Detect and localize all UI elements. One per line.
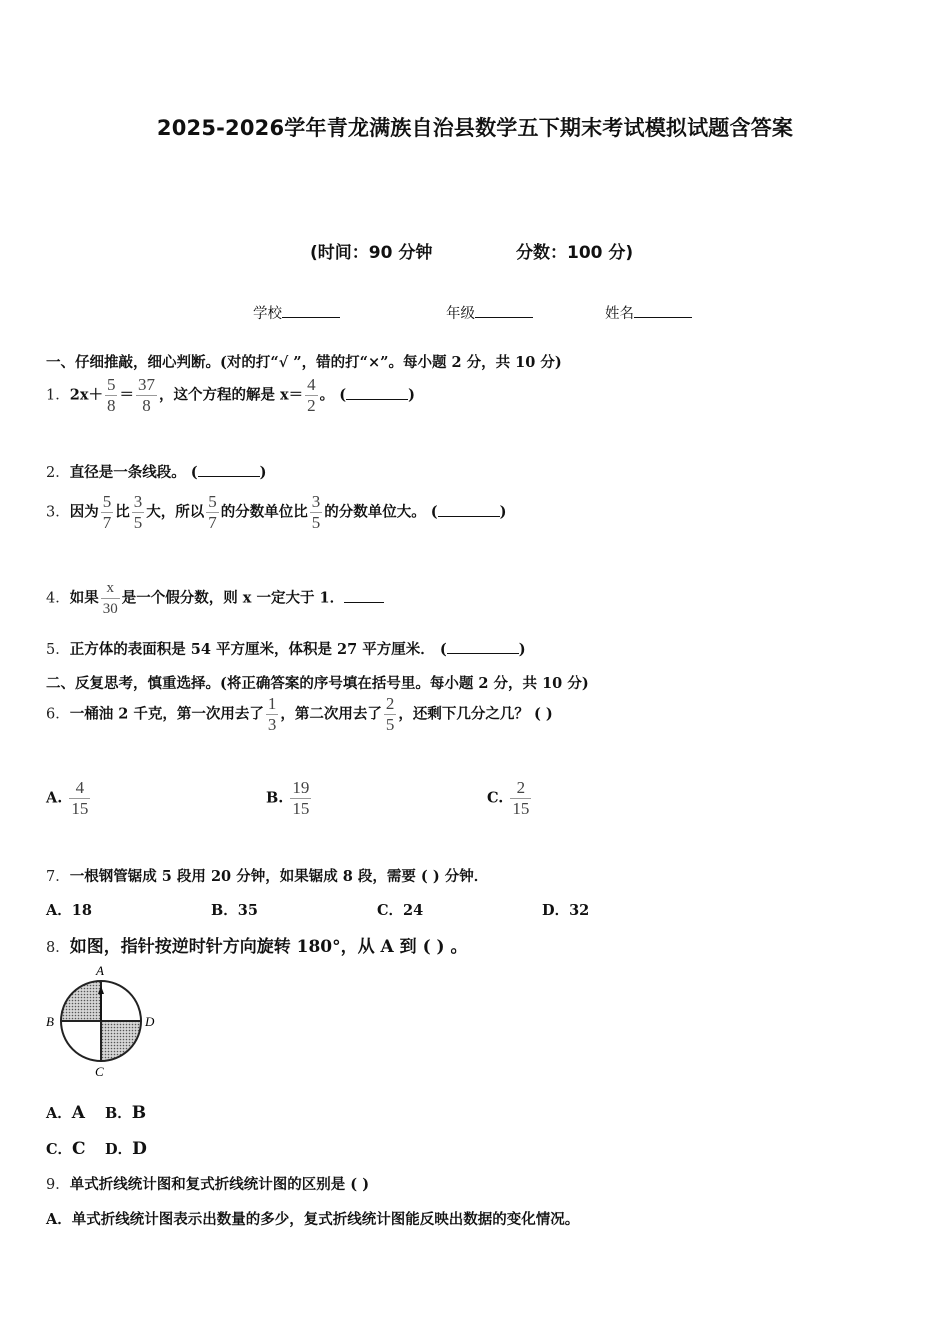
q7-option-c[interactable]: C．24 — [377, 902, 424, 919]
question-9: 9．单式折线统计图和复式折线统计图的区别是 ( ) — [46, 1176, 370, 1193]
fraction: $\frac{4}{15}$ — [71, 778, 89, 818]
section-1-heading: 一、仔细推敲，细心判断。(对的打“√ ”，错的打“×”。每小题 2 分，共 10 分) — [46, 354, 562, 371]
fraction: $\frac{2}{5}$ — [385, 694, 395, 734]
section-2-heading: 二、反复思考，慎重选择。(将正确答案的序号填在括号里。每小题 2 分，共 10 分) — [46, 675, 589, 692]
q8-option-c[interactable]: C．C — [46, 1139, 86, 1159]
q6-option-b[interactable]: B. $\frac{19}{15}$ — [266, 778, 310, 818]
grade-label: 年级 — [446, 306, 475, 322]
label-left: B — [46, 1014, 54, 1029]
q8-option-b[interactable]: B．B — [105, 1103, 147, 1123]
name-field[interactable] — [605, 302, 692, 323]
question-2: 2．直径是一条线段。 ( ) — [46, 464, 267, 481]
question-6: 6．一桶油 2 千克，第一次用去了 $\frac{1}{3}$ ，第二次用去了 $\frac{2}{5}$ ，还剩下几分之几？ ( ) — [46, 694, 553, 734]
page-title: 2025-2026学年青龙满族自治县数学五下期末考试模拟试题含答案 — [156, 116, 794, 140]
grade-field[interactable] — [446, 302, 533, 323]
fraction: $\frac{5}{7}$ — [102, 492, 112, 532]
fraction: $\frac{3}{5}$ — [311, 492, 321, 532]
q7-option-b[interactable]: B．35 — [211, 902, 258, 919]
fraction: $\frac{19}{15}$ — [292, 778, 310, 818]
fraction: $\frac{2}{15}$ — [512, 778, 530, 818]
school-label: 学校 — [253, 306, 282, 322]
q6-option-a[interactable]: A. $\frac{4}{15}$ — [46, 778, 89, 818]
question-1: 1．2x＋ $\frac{5}{8}$ ＝ $\frac{37}{8}$ ，这个方程的解是 x＝ $\frac{4}{2}$ 。 ( ) — [46, 375, 415, 415]
fraction: $\frac{1}{3}$ — [267, 694, 277, 734]
answer-blank[interactable] — [346, 387, 408, 400]
fraction: $\frac{5}{8}$ — [106, 375, 116, 415]
school-field[interactable] — [253, 302, 340, 323]
fraction: $\frac{5}{7}$ — [208, 492, 217, 532]
q9-option-a[interactable]: A．单式折线统计图表示出数量的多少，复式折线统计图能反映出数据的变化情况。 — [46, 1211, 580, 1228]
exam-score: 分数：100 分) — [516, 243, 634, 263]
question-7: 7．一根钢管锯成 5 段用 20 分钟，如果锯成 8 段，需要 ( ) 分钟． — [46, 868, 489, 885]
answer-blank[interactable] — [198, 464, 260, 477]
question-8: 8．如图，指针按逆时针方向旋转 180°，从 A 到 ( ) 。 — [46, 937, 468, 957]
q6-option-c[interactable]: C. $\frac{2}{15}$ — [487, 778, 530, 818]
answer-blank[interactable] — [438, 504, 500, 517]
question-3: 3．因为 $\frac{5}{7}$ 比 $\frac{3}{5}$ 大，所以 $\frac{5}{7}$ 的分数单位比 $\frac{3}{5}$ 的分数单位大。 ( ) — [46, 492, 507, 532]
name-label: 姓名 — [605, 306, 634, 322]
exam-time: (时间：90 分钟 — [310, 243, 433, 263]
label-top: A — [96, 963, 104, 978]
question-5: 5．正方体的表面积是 54 平方厘米，体积是 27 平方厘米． ( ) — [46, 641, 526, 658]
question-4: 4．如果 $\frac{x}{30}$ 是一个假分数，则 x 一定大于 1． — [46, 578, 384, 619]
answer-blank[interactable] — [447, 641, 519, 654]
answer-blank[interactable] — [344, 590, 384, 603]
label-bottom: C — [95, 1064, 104, 1079]
q7-option-d[interactable]: D．32 — [542, 902, 590, 919]
fraction: $\frac{37}{8}$ — [137, 375, 155, 415]
fraction: $\frac{4}{2}$ — [307, 375, 316, 415]
label-right: D — [145, 1014, 155, 1029]
q7-option-a[interactable]: A．18 — [46, 902, 92, 919]
fraction: $\frac{x}{30}$ — [102, 580, 118, 617]
q8-option-d[interactable]: D．D — [105, 1139, 147, 1159]
fraction: $\frac{3}{5}$ — [133, 492, 143, 532]
clock-dial-figure — [44, 960, 164, 1082]
q8-option-a[interactable]: A．A — [46, 1103, 85, 1123]
